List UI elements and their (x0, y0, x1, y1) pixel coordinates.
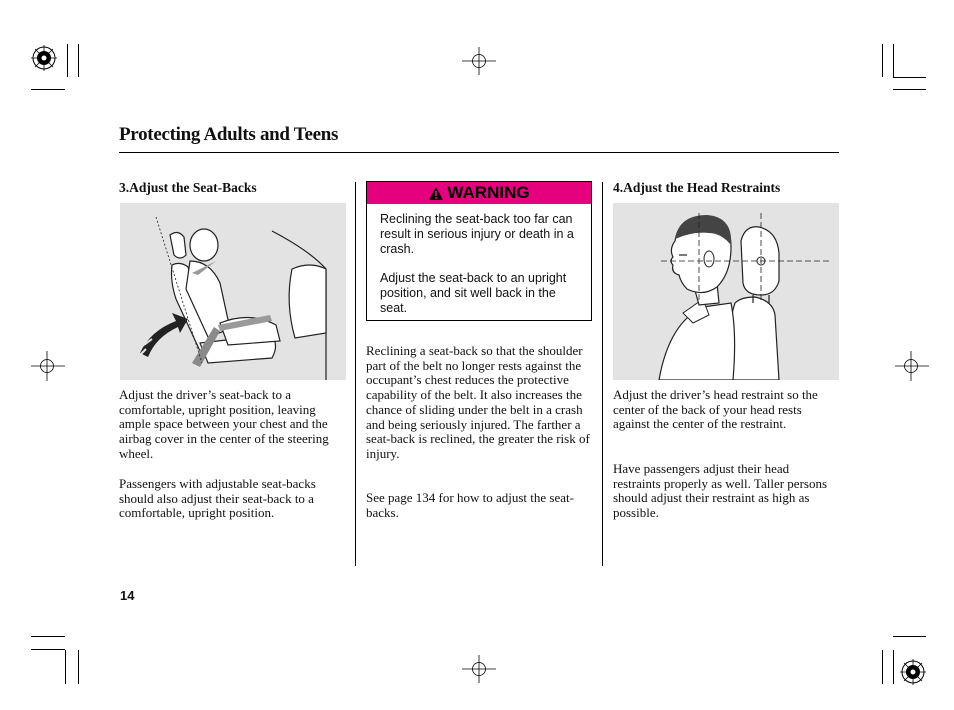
crosshair-mark-icon (31, 351, 65, 381)
warning-triangle-icon (428, 186, 444, 201)
section-heading-seat-backs: 3.Adjust the Seat-Backs (119, 180, 257, 195)
see-page-paragraph: See page 134 for how to adjust the seat-backs. (366, 490, 574, 520)
warning-text-1: Reclining the seat-back too far can result in serious injury or death in a crash. (380, 212, 574, 256)
seat-back-paragraph-2: Passengers with adjustable seat-backs should also adjust their seat-back to a comfortable, upright position. (119, 476, 316, 521)
column-divider (355, 182, 356, 566)
head-restraint-illustration (613, 203, 839, 380)
page-title: Protecting Adults and Teens (119, 124, 339, 145)
recline-risk-paragraph: Reclining a seat-back so that the shoulder part of the belt no longer rests against the occupant’s chest reduces the protective capability of the belt. It also increases the chance of sliding under the belt in a crash and being seriously injured. The farther a seat-back is reclined, the greater the risk of injury. (366, 343, 590, 461)
head-restraint-paragraph-2: Have passengers adjust their head restraints properly as well. Taller persons should adjust their restraint as high as possible. (613, 461, 828, 521)
page-number: 14 (120, 588, 135, 603)
registration-target-icon (899, 658, 927, 686)
warning-box (366, 181, 592, 321)
registration-target-icon (30, 44, 58, 72)
seat-back-figure (120, 203, 346, 380)
seat-back-paragraph-1: Adjust the driver’s seat-back to a comfortable, upright position, leaving ample space between your chest and the airbag cover in the center of the steering wheel. (119, 387, 329, 461)
seat-back-recline-illustration (120, 203, 346, 380)
warning-header (367, 182, 591, 204)
head-restraint-figure (613, 203, 839, 380)
head-restraint-paragraph-1: Adjust the driver’s head restraint so the center of the back of your head rests against the center of the restraint. (613, 387, 818, 432)
column-divider (602, 182, 603, 566)
crosshair-mark-icon (462, 47, 496, 75)
warning-text-2: Adjust the seat-back to an upright position, and sit well back in the seat. (380, 271, 567, 315)
title-rule (119, 152, 839, 153)
crosshair-mark-icon (895, 351, 929, 381)
section-heading-head-restraints: 4.Adjust the Head Restraints (613, 180, 781, 195)
crosshair-mark-icon (462, 655, 496, 683)
warning-label: WARNING (447, 183, 530, 202)
